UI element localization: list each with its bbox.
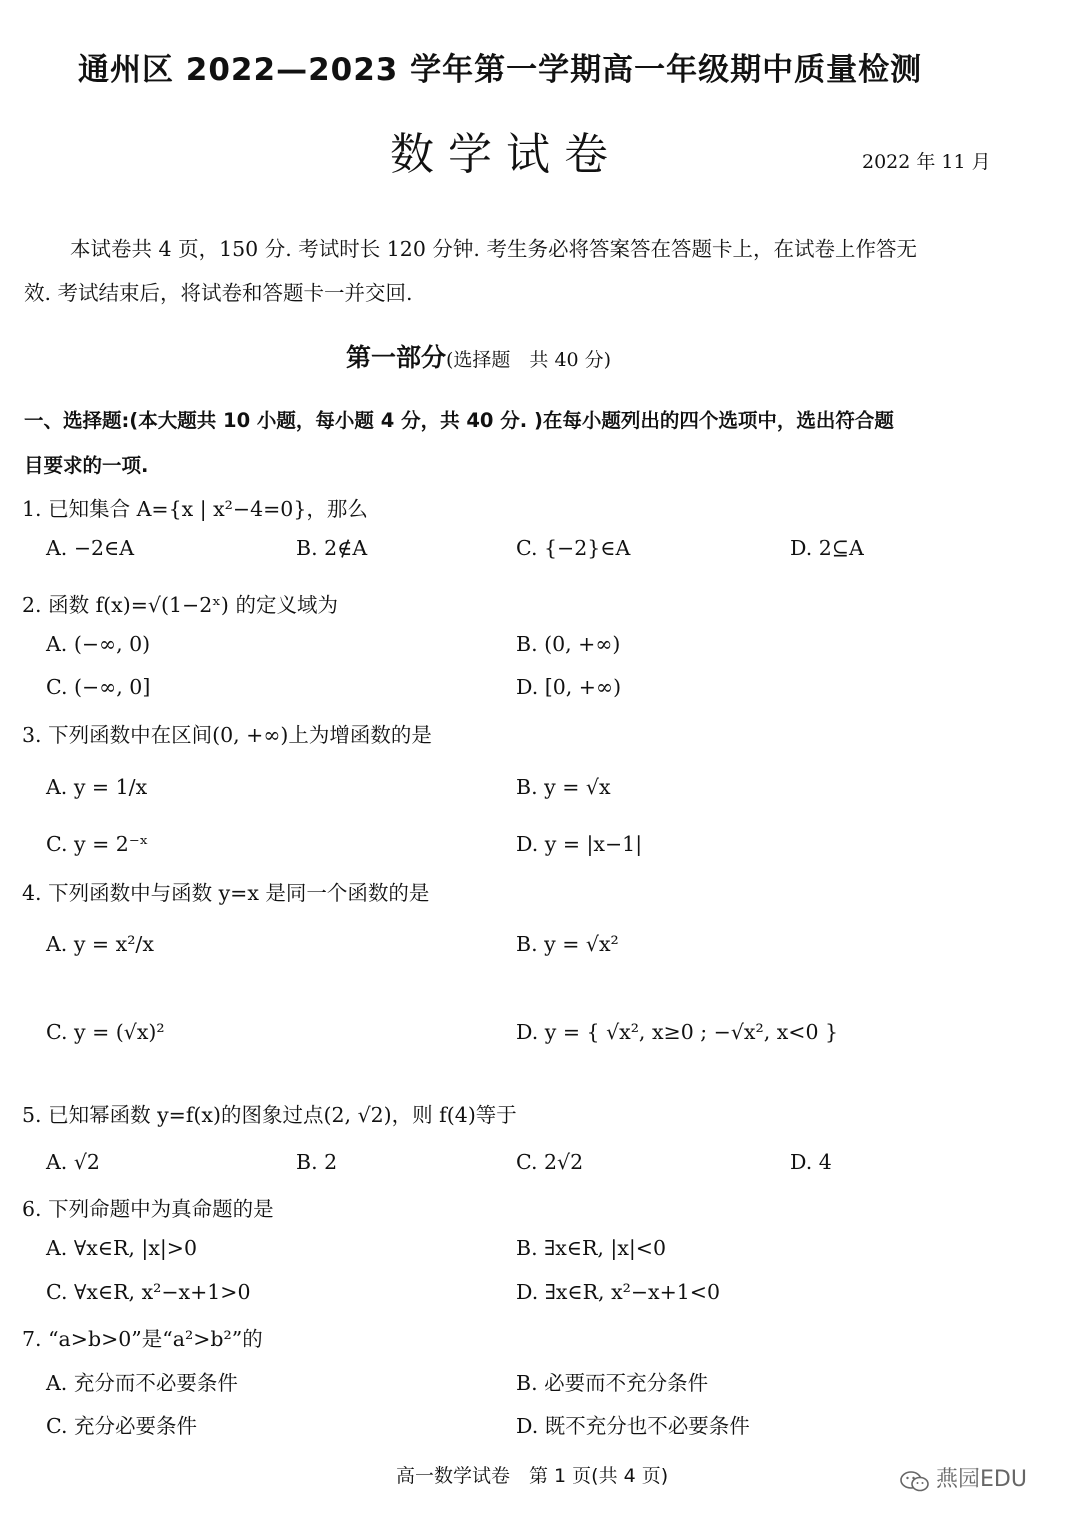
section-instructions-line-2: 目要求的一项. [24,454,149,477]
question-1-option-a: A. −2∈A [46,536,135,560]
exam-title: 通州区 2022—2023 学年第一学期高一年级期中质量检测 [78,52,923,88]
question-3-option-b: B. y = √x [516,775,611,799]
part-heading-note: (选择题 共 40 分) [446,349,612,371]
question-7-option-d: D. 既不充分也不必要条件 [516,1414,750,1438]
question-7-option-b: B. 必要而不充分条件 [516,1371,709,1395]
question-6-stem: 6. 下列命题中为真命题的是 [22,1197,274,1221]
question-2-stem: 2. 函数 f(x)=√(1−2ˣ) 的定义域为 [22,593,338,617]
question-2-option-a: A. (−∞, 0) [46,632,151,656]
question-2-option-c: C. (−∞, 0] [46,675,151,699]
exam-subtitle: 数学试卷 [390,129,622,180]
question-6-option-c: C. ∀x∈R, x²−x+1>0 [46,1280,251,1304]
question-5-stem: 5. 已知幂函数 y=f(x)的图象过点(2, √2)，则 f(4)等于 [22,1103,517,1127]
question-3-option-d: D. y = |x−1| [516,832,643,856]
wechat-icon [900,1471,930,1493]
question-7-option-a: A. 充分而不必要条件 [46,1371,238,1395]
part-heading [346,338,611,374]
intro-line-2: 效. 考试结束后，将试卷和答题卡一并交回. [24,281,413,305]
question-2-option-d: D. [0, +∞) [516,675,622,699]
question-4-option-c: C. y = (√x)² [46,1020,165,1044]
question-5-option-b: B. 2 [296,1150,338,1174]
question-1-option-b: B. 2∉A [296,536,368,560]
question-4-option-b: B. y = √x² [516,932,619,956]
question-6-option-d: D. ∃x∈R, x²−x+1<0 [516,1280,721,1304]
question-6-option-a: A. ∀x∈R, |x|>0 [46,1236,198,1260]
question-4-option-a: A. y = x²/x [46,932,154,956]
question-3-option-c: C. y = 2⁻ˣ [46,832,149,856]
question-1-option-d: D. 2⊆A [790,536,864,560]
part-heading-title: 第一部分 [346,343,447,372]
page-footer: 高一数学试卷 第 1 页(共 4 页) [396,1465,669,1487]
watermark [900,1462,1027,1493]
question-4-option-d: D. y = { √x², x≥0 ; −√x², x<0 } [516,1020,839,1044]
question-4-stem: 4. 下列函数中与函数 y=x 是同一个函数的是 [22,881,430,905]
exam-date: 2022 年 11 月 [862,151,991,173]
question-7-stem: 7. “a>b>0”是“a²>b²”的 [22,1327,263,1351]
question-7-option-c: C. 充分必要条件 [46,1414,197,1438]
question-3-option-a: A. y = 1/x [46,775,148,799]
question-6-option-b: B. ∃x∈R, |x|<0 [516,1236,667,1260]
question-3-stem: 3. 下列函数中在区间(0, +∞)上为增函数的是 [22,723,432,747]
question-5-option-d: D. 4 [790,1150,832,1174]
intro-line-1: 本试卷共 4 页，150 分. 考试时长 120 分钟. 考生务必将答案答在答题卡上，在试卷上作答无 [70,237,917,261]
question-1-stem: 1. 已知集合 A={x | x²−4=0}，那么 [22,497,368,521]
watermark-label: 燕园EDU [936,1467,1027,1492]
question-1-option-c: C. {−2}∈A [516,536,631,560]
question-5-option-c: C. 2√2 [516,1150,584,1174]
question-2-option-b: B. (0, +∞) [516,632,621,656]
section-instructions-line-1: 一、选择题:(本大题共 10 小题，每小题 4 分，共 40 分. )在每小题列出的四个选项中，选出符合题 [24,409,894,432]
question-5-option-a: A. √2 [46,1150,100,1174]
